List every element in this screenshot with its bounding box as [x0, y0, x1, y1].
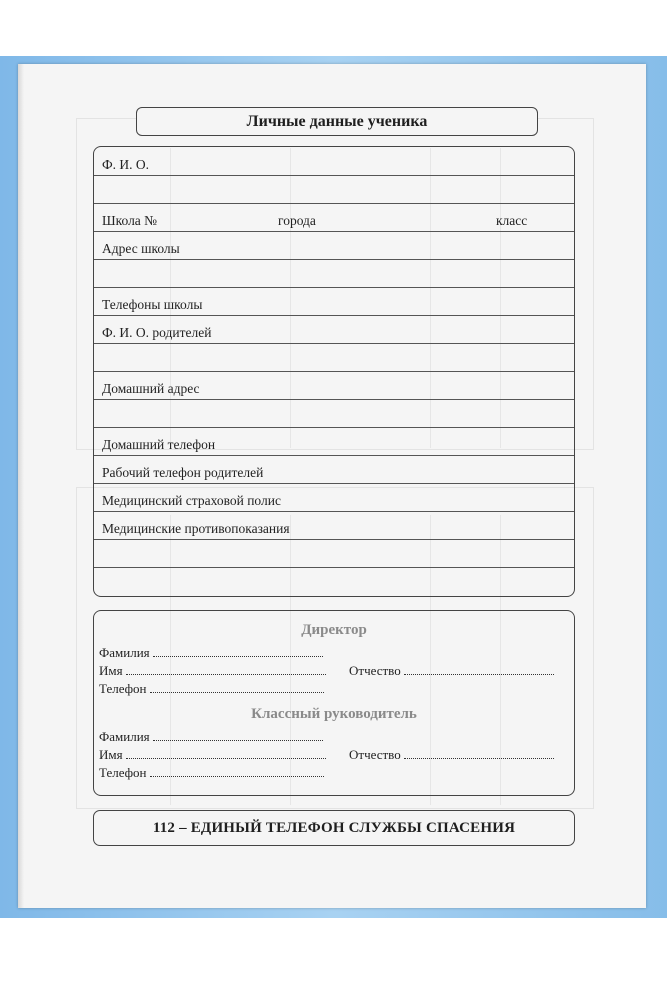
teacher-patronymic-field	[404, 748, 554, 759]
teacher-name-row	[99, 747, 326, 763]
teacher-surname-field	[153, 730, 323, 741]
form-line	[94, 539, 574, 540]
form-line	[94, 483, 574, 484]
director-surname-label: Фамилия	[99, 645, 150, 660]
form-line	[94, 511, 574, 512]
director-surname-field	[153, 646, 323, 657]
teacher-surname-row	[99, 729, 323, 745]
director-name-label: Имя	[99, 663, 123, 678]
form-line	[94, 231, 574, 232]
form-line	[94, 175, 574, 176]
class-label: класс	[496, 213, 528, 228]
director-surname-row	[99, 645, 323, 661]
teacher-phone-label: Телефон	[99, 765, 147, 780]
teacher-phone-field	[150, 766, 324, 777]
teacher-patronymic-row	[349, 747, 554, 763]
page-title: Личные данные ученика	[136, 107, 538, 136]
director-name-row	[99, 663, 326, 679]
form-line	[94, 567, 574, 568]
form-line	[94, 343, 574, 344]
form-line	[94, 455, 574, 456]
form-line	[94, 427, 574, 428]
director-patronymic-field	[404, 664, 554, 675]
city-label: города	[278, 213, 316, 228]
contacts-box	[93, 610, 575, 796]
home-phone-label: Домашний телефон	[102, 437, 216, 452]
teacher-phone-row	[99, 765, 324, 781]
fio-label: Ф. И. О.	[102, 157, 150, 172]
class-teacher-heading: Классный руководитель	[251, 706, 417, 722]
director-phone-row	[99, 681, 324, 697]
form-line	[94, 315, 574, 316]
medical-policy-label: Медицинский страховой полис	[102, 493, 281, 508]
director-patronymic-row	[349, 663, 554, 679]
form-line	[94, 399, 574, 400]
teacher-patronymic-label: Отчество	[349, 747, 401, 762]
parents-work-phone-label: Рабочий телефон родителей	[102, 465, 264, 480]
director-heading: Директор	[301, 622, 367, 638]
medical-contraindications-label: Медицинские противопоказания	[102, 521, 290, 536]
teacher-name-field	[126, 748, 326, 759]
personal-data-form	[93, 146, 575, 597]
form-line	[94, 259, 574, 260]
director-phone-field	[150, 682, 324, 693]
director-name-field	[126, 664, 326, 675]
form-line	[94, 287, 574, 288]
form-line	[94, 203, 574, 204]
parents-fio-label: Ф. И. О. родителей	[102, 325, 212, 340]
school-phones-label: Телефоны школы	[102, 297, 203, 312]
teacher-surname-label: Фамилия	[99, 729, 150, 744]
spine-shadow	[18, 64, 24, 908]
school-number-label: Школа №	[102, 213, 158, 228]
teacher-name-label: Имя	[99, 747, 123, 762]
emergency-phone-banner: 112 – ЕДИНЫЙ ТЕЛЕФОН СЛУЖБЫ СПАСЕНИЯ	[93, 810, 575, 846]
director-patronymic-label: Отчество	[349, 663, 401, 678]
form-line	[94, 371, 574, 372]
school-address-label: Адрес школы	[102, 241, 180, 256]
home-address-label: Домашний адрес	[102, 381, 200, 396]
director-phone-label: Телефон	[99, 681, 147, 696]
